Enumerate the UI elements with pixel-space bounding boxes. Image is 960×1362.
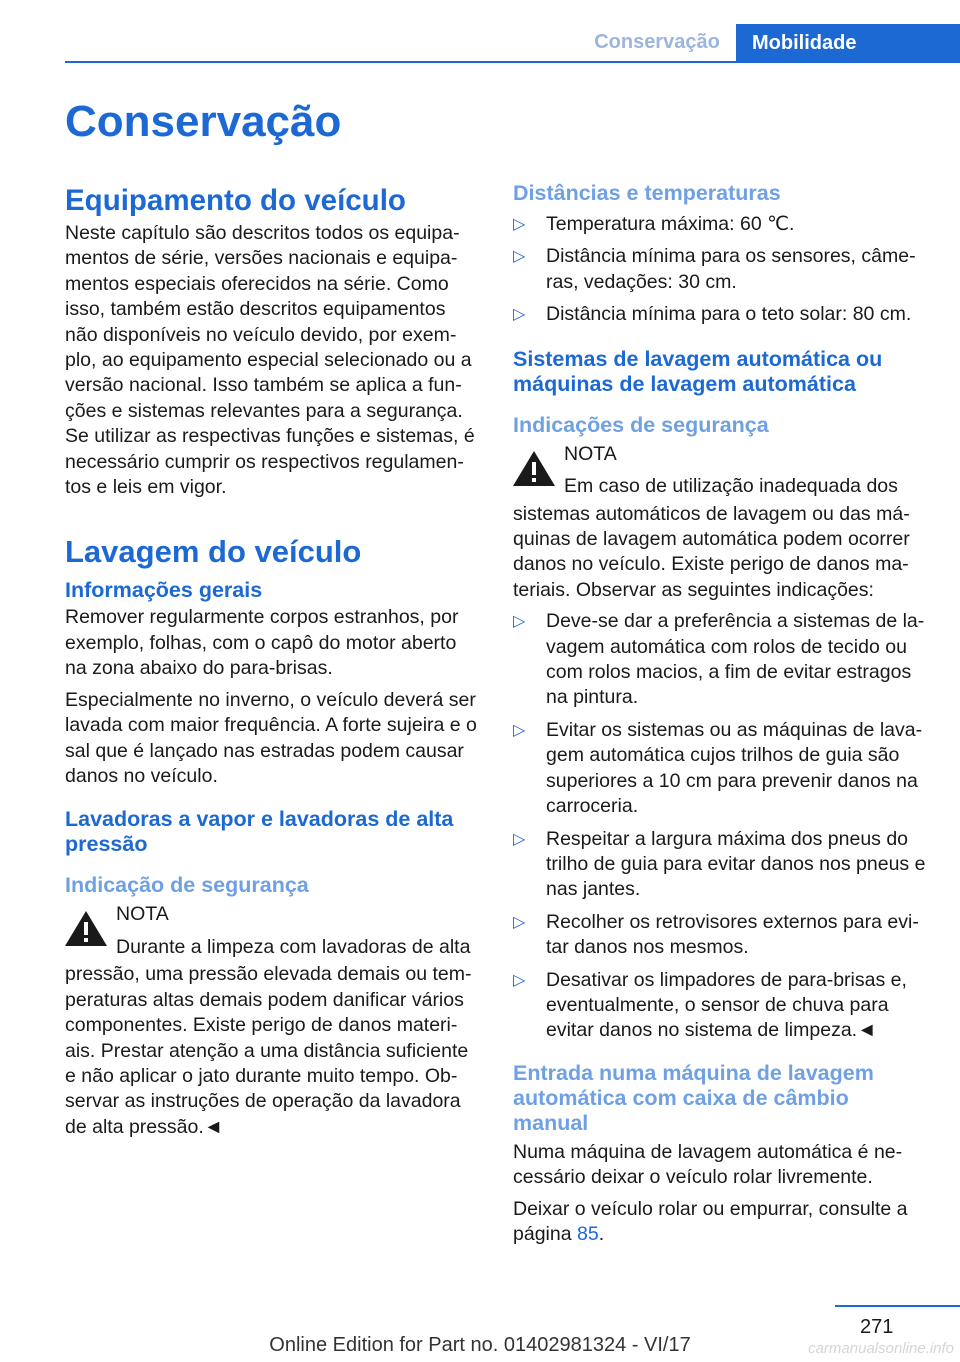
entrada-paragraph-1: Numa máquina de lavagem automática é necessário deixar o veículo rolar livremente. (513, 1140, 903, 1189)
page-title: Conservação (65, 97, 342, 146)
info-heading: Informações gerais (65, 578, 263, 603)
distancias-heading: Distâncias e temperaturas (513, 181, 781, 205)
notice-text-rest: pressão, uma pressão elevada demais ou temperaturas altas demais podem danificar vários componentes. Existe perigo de danos materiais. Prestar atenção a uma distância suficiente e não aplicar o jato durante muito tempo. Observar as instruções de operação da lavadora de alta pressão.◄ (65, 963, 472, 1138)
notice-left (65, 902, 481, 962)
bullet-icon: ▷ (513, 216, 526, 233)
chapter-tab[interactable]: Mobilidade (736, 24, 960, 62)
page-number-rule (835, 1305, 960, 1307)
bullet-icon: ▷ (513, 306, 526, 324)
list-item: ▷ Desativar os limpadores de para-brisas e, eventualmente, o sensor de chuva para evitar danos no sistema de limpeza.◄ (513, 968, 907, 1042)
bullet-icon: ▷ (513, 721, 526, 739)
bullet-icon: ▷ (513, 830, 526, 848)
list-item: ▷ Distância mínima para os sensores, câmeras, vedações: 30 cm. (513, 245, 916, 293)
sistemas-heading: Sistemas de lavagem automática ou máquinas de lavagem automática (513, 346, 883, 396)
entrada-paragraph-2: Deixar o veículo rolar ou empurrar, consulte a página 85. (513, 1197, 908, 1245)
equipamento-body: Neste capítulo são descritos todos os equipamentos de série, versões nacionais e equipamentos especiais oferecidos na série. Como isso, também estão descritos equipamentos não disponíveis no veículo devido, por exemplo, ao equipamento especial selecionado ou a versão nacional. Isso também se aplica a funções e sistemas relevantes para a segurança. Se utilizar as respectivas funções e sistemas, é necessário cumprir os respectivos regulamentos e leis em vigor. (65, 222, 475, 499)
notice-label: NOTA (116, 903, 169, 926)
page-number: 271 (860, 1316, 894, 1338)
page-link[interactable]: 85 (576, 1222, 599, 1245)
notice-text-first: Em caso de utilização inadequada dos (564, 475, 898, 498)
bullet-icon: ▷ (513, 248, 526, 266)
watermark: carmanualsonline.info (808, 1340, 954, 1357)
info-paragraph-2: Especialmente no inverno, o veículo deverá ser lavada com maior frequência. A forte sujeira e o sal que é lançado nas estradas podem causar danos no veículo. (65, 688, 477, 787)
warning-triangle-icon (63, 908, 109, 948)
left-column (65, 181, 481, 1146)
entrada-heading: Entrada numa máquina de lavagem automática com caixa de câmbio manual (513, 1060, 874, 1135)
safety-heading-left: Indicação de segurança (65, 873, 309, 898)
lavagem-heading: Lavagem do veículo (65, 534, 362, 570)
footer-edition: Online Edition for Part no. 01402981324 - VI/17 (269, 1334, 691, 1356)
bullet-icon: ▷ (513, 613, 526, 631)
notice-label: NOTA (564, 442, 617, 465)
safety-heading-right: Indicações de segurança (513, 412, 769, 437)
notice-text-rest: sistemas automáticos de lavagem ou das máquinas de lavagem automática podem ocorrer danos no veículo. Existe perigo de danos materiais. Observar as seguintes indicações: (513, 502, 910, 601)
list-item: ▷ Deve-se dar a preferência a sistemas de lavagem automática com rolos de tecido ou com rolos macios, a fim de evitar estragos na pintura. (513, 610, 925, 709)
right-column (513, 181, 928, 1253)
section-tab[interactable]: Conservação (594, 31, 720, 53)
sistemas-list (513, 609, 928, 1044)
notice-text-first: Durante a limpeza com lavadoras de alta (116, 935, 471, 958)
list-item: ▷ Temperatura máxima: 60 ℃. (513, 212, 928, 237)
bullet-icon: ▷ (513, 913, 526, 931)
notice-right (513, 442, 928, 502)
list-item: ▷ Evitar os sistemas ou as máquinas de lavagem automática cujos trilhos de guia são superiores a 10 cm para prevenir danos na carroceria. (513, 718, 923, 818)
list-item: ▷ Recolher os retrovisores externos para evitar danos nos mesmos. (513, 910, 919, 959)
list-item: ▷ Distância mínima para o teto solar: 80 cm. (513, 302, 928, 327)
warning-triangle-icon (511, 448, 557, 488)
info-paragraph-1: Remover regularmente corpos estranhos, por exemplo, folhas, com o capô do motor aberto na zona abaixo do para-brisas. (65, 606, 459, 680)
equipamento-heading: Equipamento do veículo (65, 184, 406, 217)
list-item: ▷ Respeitar a largura máxima dos pneus do trilho de guia para evitar danos nos pneus e nas jantes. (513, 827, 926, 901)
vapor-heading: Lavadoras a vapor e lavadoras de alta pressão (65, 807, 454, 857)
bullet-icon: ▷ (513, 971, 526, 989)
distancias-list (513, 212, 928, 328)
